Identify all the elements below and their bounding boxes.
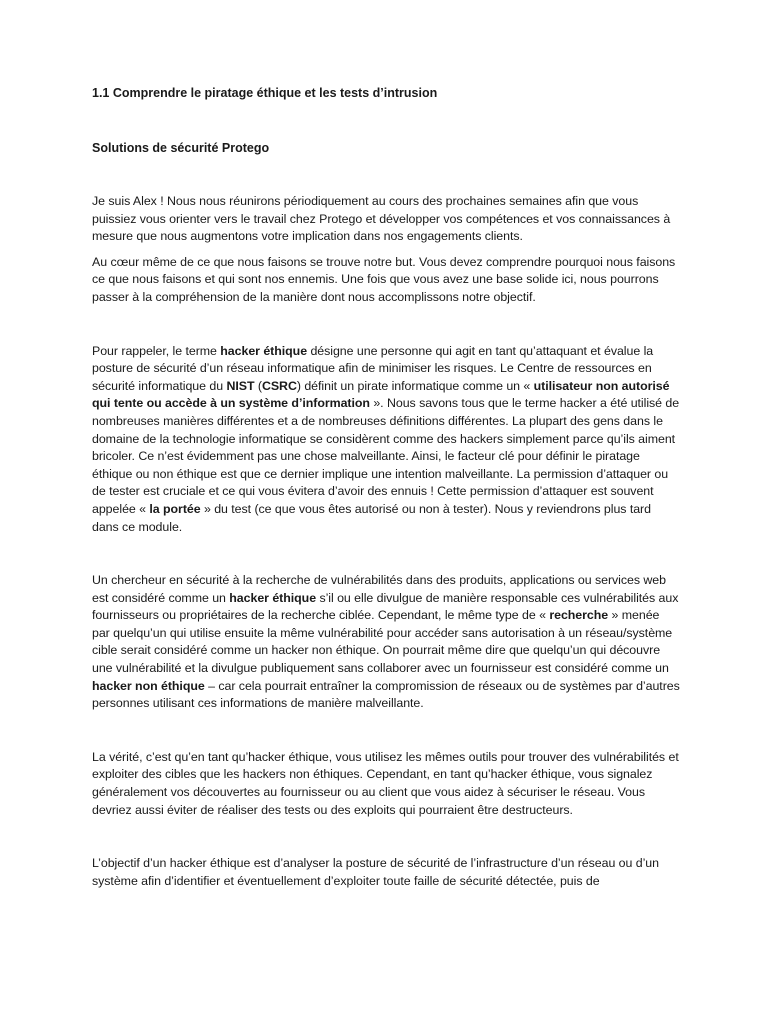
paragraph-security-researcher [92,572,680,713]
bold-term: utilisateur non autorisé qui tente ou accède à un système d’information [92,378,670,411]
text-run: ) définit un pirate informatique comme un « [296,378,534,393]
bold-term: CSRC [261,378,297,393]
text-run: » menée par quelqu’un qui utilise ensuite la même vulnérabilité pour accéder sans autorisation à un réseau/système cible serait considéré comme un hacker non éthique. On pourrait même dire que quelqu’un qui découvre une vulnérabilité et la divulgue publiquement sans collaborer avec un fournisseur est considéré comme un [92,608,673,676]
text-run: – car cela pourrait entraîner la compromission de réseaux ou de systèmes par d’autres personnes utilisant ces informations de manière malveillante. [92,678,680,711]
text-run: » du test (ce que vous êtes autorisé ou non à tester). Nous y reviendrons plus tard dans ce module. [92,501,651,534]
paragraph-objective: L’objectif d’un hacker éthique est d’analyser la posture de sécurité de l’infrastructure d’un réseau ou d’un système afin d’identifier et éventuellement d’exploiter toute faille de sécurité détectée, puis de [92,856,659,888]
bold-term: hacker éthique [229,590,317,605]
text-run: Pour rappeler, le terme [92,343,221,358]
paragraph-ethical-hacker-definition [92,343,680,537]
section-title: 1.1 Comprendre le piratage éthique et les tests d’intrusion [92,86,438,100]
text-run: s’il ou elle divulgue de manière responsable ces vulnérabilités aux fournisseurs ou propriétaires de la recherche ciblée. Cependant, le même type de « [92,590,679,623]
text-run: ( [254,378,262,393]
paragraph-truth: La vérité, c’est qu’en tant qu’hacker éthique, vous utilisez les mêmes outils pour trouver des vulnérabilités et exploiter des cibles que les hackers non éthiques. Cependant, en tant qu’hacker éthique, vous signalez généralement vos découvertes au fournisseur ou au client que vous aidez à sécuriser le réseau. Vous devriez aussi éviter de réaliser des tests ou des exploits qui pourraient être destructeurs. [92,749,679,817]
text-run: ». Nous savons tous que le terme hacker a été utilisé de nombreuses manières différentes et a de nombreuses définitions différentes. La plupart des gens dans le domaine de la technologie informatique se considèrent comme des hackers simplement parce qu’ils aiment bricoler. Ce n’est évidemment pas une chose malveillante. Ainsi, le facteur clé pour définir le piratage éthique ou non éthique est que ce dernier implique une intention malveillante. La permission d’attaquer ou de tester est cruciale et ce qui vous évitera d’avoir des ennuis ! Cette permission d’attaquer est souvent appelée « [92,396,680,516]
paragraph-intro: Je suis Alex ! Nous nous réunirons périodiquement au cours des prochaines semaines afin que vous puissiez vous orienter vers le travail chez Protego et développer vos compétences et vos connaissances à mesure que nous augmentons votre implication dans nos engagements clients. [92,194,671,244]
text-run: désigne une personne qui agit en tant qu’attaquant et évalue la posture de sécurité d’un réseau informatique afin de minimiser les risques. Le Centre de ressources en sécurité informatique du [92,343,654,393]
paragraph-purpose: Au cœur même de ce que nous faisons se trouve notre but. Vous devez comprendre pourquoi nous faisons ce que nous faisons et qui sont nos ennemis. Une fois que vous avez une base solide ici, nous pourrons passer à la compréhension de la manière dont nous accomplissons notre objectif. [92,254,676,304]
bold-term: la portée [149,501,201,516]
bold-term: NIST [226,378,255,393]
bold-term: hacker éthique [220,343,308,358]
document-subtitle: Solutions de sécurité Protego [92,141,270,155]
text-run: Un chercheur en sécurité à la recherche de vulnérabilités dans des produits, applications ou services web est considéré comme un [92,573,666,605]
bold-term: recherche [549,608,609,623]
bold-term: hacker non éthique [92,678,205,693]
